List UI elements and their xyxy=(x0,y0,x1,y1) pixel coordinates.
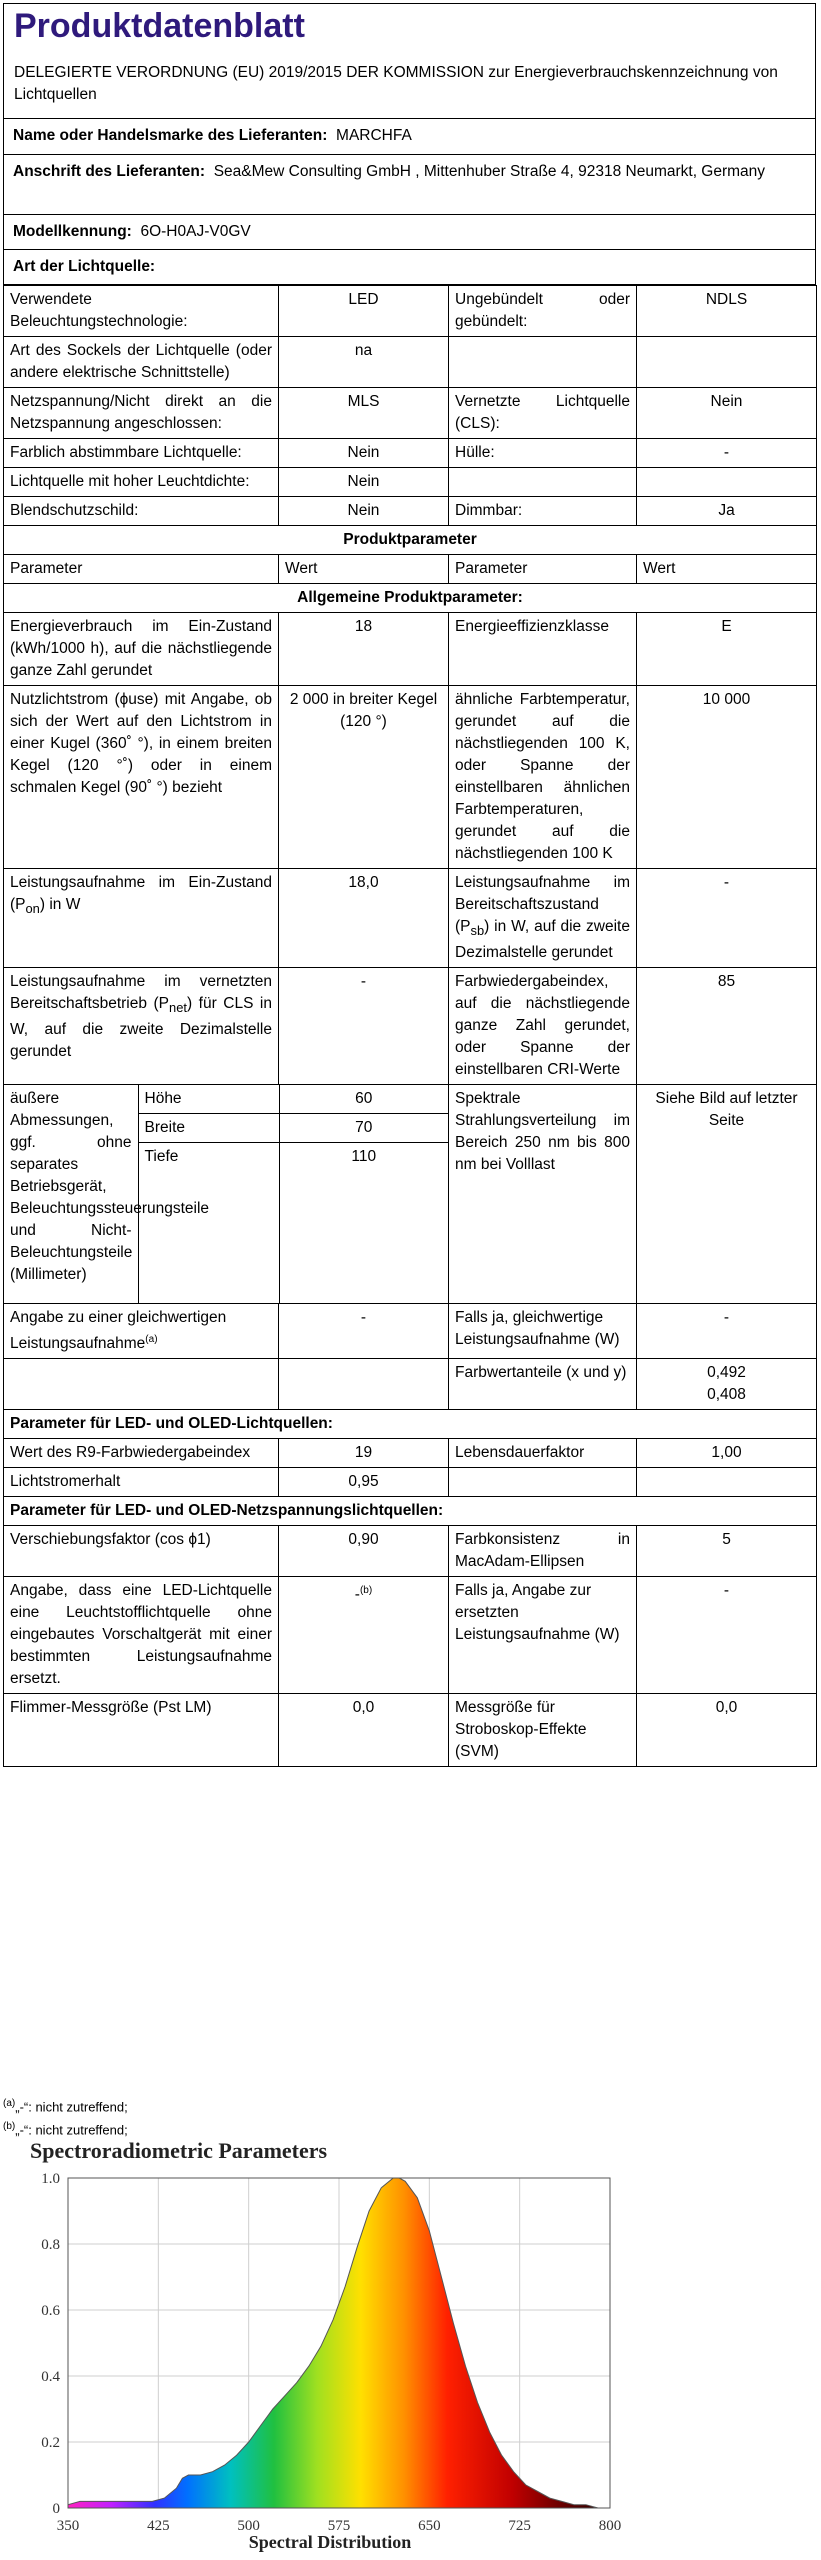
table-row xyxy=(4,286,817,337)
survival-factor-value: 1,00 xyxy=(637,1439,817,1468)
flicker-value: 0,0 xyxy=(279,1694,449,1767)
tunable-value: Nein xyxy=(279,439,449,468)
equivalent-power-text: Angabe zu einer gleichwertigen Leistungsaufnahme xyxy=(10,1309,227,1353)
model-id-row xyxy=(3,215,816,250)
dimensions-label: äußere Abmessungen, ggf. ohne separates Betriebsgerät, Beleuchtungssteuerungsteile und Nicht-Beleuchtungsteile (Millimeter) xyxy=(4,1085,138,1303)
x-tick-label: 650 xyxy=(418,2518,441,2534)
supplier-name-row xyxy=(3,119,816,155)
empty-cell xyxy=(637,468,817,497)
supplier-address-label: Anschrift des Lieferanten: xyxy=(13,163,206,180)
replacement-power-value: - xyxy=(637,1577,817,1694)
empty-cell xyxy=(637,337,817,388)
y-tick-label: 0.4 xyxy=(41,2369,60,2385)
column-header-parameter: Parameter xyxy=(4,555,279,584)
table-row xyxy=(4,869,817,968)
footnote-a-marker: (a) xyxy=(3,2098,16,2109)
light-source-type-label: Art der Lichtquelle: xyxy=(13,258,156,275)
x-tick-label: 500 xyxy=(237,2518,260,2534)
table-row xyxy=(4,1526,817,1577)
spectral-chart xyxy=(10,2134,650,2554)
table-row xyxy=(4,497,817,526)
envelope-label: Hülle: xyxy=(449,439,637,468)
table-row xyxy=(4,1304,817,1359)
cct-value: 10 000 xyxy=(637,686,817,869)
useful-flux-value: 2 000 in breiter Kegel (120 °) xyxy=(279,686,449,869)
replacement-power-label: Falls ja, Angabe zur ersetzten Leistungsaufnahme (W) xyxy=(449,1577,637,1694)
depth-label: Tiefe xyxy=(138,1143,279,1304)
table-row xyxy=(4,1497,817,1526)
cap-type-label: Art des Sockels der Lichtquelle (oder andere elektrische Schnittstelle) xyxy=(4,337,279,388)
chromaticity-label: Farbwertanteile (x und y) xyxy=(449,1359,637,1410)
chart-title: Spectroradiometric Parameters xyxy=(30,2138,328,2163)
anti-glare-value: Nein xyxy=(279,497,449,526)
width-label: Breite xyxy=(138,1114,279,1143)
anti-glare-label: Blendschutzschild: xyxy=(4,497,279,526)
energy-class-value: E xyxy=(637,613,817,686)
replacement-claim-value xyxy=(279,1577,449,1694)
supplier-name-label: Name oder Handelsmarke des Lieferanten: xyxy=(13,127,328,144)
connected-value: Nein xyxy=(637,388,817,439)
displacement-factor-label: Verschiebungsfaktor (cos ϕ1) xyxy=(4,1526,279,1577)
depth-value: 110 xyxy=(351,1148,377,1166)
column-header-parameter: Parameter xyxy=(449,555,637,584)
equivalent-power-label xyxy=(4,1304,279,1359)
page-title: Produktdatenblatt xyxy=(14,7,305,45)
footnote-a xyxy=(3,2094,128,2117)
directional-value: NDLS xyxy=(637,286,817,337)
chromaticity-y: 0,408 xyxy=(707,1386,746,1404)
product-parameters-heading: Produktparameter xyxy=(4,526,817,555)
networked-standby-value: - xyxy=(279,968,449,1085)
header-box xyxy=(3,3,816,119)
cri-value: 85 xyxy=(637,968,817,1085)
connected-label: Vernetzte Lichtquelle (CLS): xyxy=(449,388,637,439)
table-row xyxy=(4,1694,817,1767)
dimensions-table xyxy=(4,1085,448,1303)
dimmable-label: Dimmbar: xyxy=(449,497,637,526)
flicker-label: Flimmer-Messgröße (Pst LM) xyxy=(4,1694,279,1767)
stroboscopic-label: Messgröße für Stroboskop-Effekte (SVM) xyxy=(449,1694,637,1767)
table-row xyxy=(4,439,817,468)
regulation-subtitle: DELEGIERTE VERORDNUNG (EU) 2019/2015 DER KOMMISSION zur Energieverbrauchskennzeichnung von Lichtquellen xyxy=(14,64,778,103)
table-row xyxy=(4,1468,817,1497)
equivalent-power-w-value: - xyxy=(637,1304,817,1359)
equivalent-power-value: - xyxy=(279,1304,449,1359)
chromaticity-x: 0,492 xyxy=(707,1364,746,1382)
height-label: Höhe xyxy=(138,1085,279,1114)
general-parameters-heading: Allgemeine Produktparameter: xyxy=(4,584,817,613)
empty-cell xyxy=(449,468,637,497)
energy-consumption-value: 18 xyxy=(279,613,449,686)
height-value: 60 xyxy=(279,1085,448,1114)
empty-cell xyxy=(449,337,637,388)
datasheet-table xyxy=(3,285,817,1767)
chromaticity-value xyxy=(637,1359,817,1410)
table-row xyxy=(4,555,817,584)
mains-label: Netzspannung/Nicht direkt an die Netzspannung angeschlossen: xyxy=(4,388,279,439)
table-row xyxy=(4,584,817,613)
lighting-technology-label: Verwendete Beleuchtungstechnologie: xyxy=(4,286,279,337)
networked-standby-sub: net xyxy=(169,1000,187,1016)
table-row xyxy=(4,1359,817,1410)
supplier-address-value: Sea&Mew Consulting GmbH , Mittenhuber Straße 4, 92318 Neumarkt, Germany xyxy=(213,163,766,180)
envelope-value: - xyxy=(637,439,817,468)
model-id-label: Modellkennung: xyxy=(13,223,132,240)
on-mode-power-text: Leistungsaufnahme im Ein-Zustand (P xyxy=(10,874,272,913)
lighting-technology-value: LED xyxy=(279,286,449,337)
high-luminance-value: Nein xyxy=(279,468,449,497)
table-row xyxy=(4,686,817,869)
led-parameters-heading: Parameter für LED- und OLED-Lichtquellen: xyxy=(4,1410,817,1439)
cap-type-value: na xyxy=(279,337,449,388)
model-id-value: 6O-H0AJ-V0GV xyxy=(140,223,251,240)
r9-label: Wert des R9-Farbwiedergabeindex xyxy=(4,1439,279,1468)
on-mode-power-text: ) in W xyxy=(39,896,81,913)
cri-label: Farbwiedergabeindex, auf die nächstliegende ganze Zahl gerundet, oder Spanne der einstellbaren CRI-Werte xyxy=(449,968,637,1085)
y-tick-label: 0 xyxy=(52,2501,60,2517)
directional-label: Ungebündelt oder gebündelt: xyxy=(449,286,637,337)
mains-led-parameters-heading: Parameter für LED- und OLED-Netzspannungslichtquellen: xyxy=(4,1497,817,1526)
table-row xyxy=(4,337,817,388)
empty-cell xyxy=(4,1359,279,1410)
networked-standby-text: ) für CLS in W, auf die zweite Dezimalstelle gerundet xyxy=(10,995,272,1061)
useful-flux-label: Nutzlichtstrom (ϕuse) mit Angabe, ob sich der Wert auf den Lichtstrom in einer Kugel (360˚ °), in einem breiten Kegel (120 °˚) oder in einem schmalen Kegel (90˚ °) bezieht xyxy=(4,686,279,869)
spectral-distribution-label: Spektrale Strahlungsverteilung im Bereich 250 nm bis 800 nm bei Volllast xyxy=(449,1085,637,1304)
spectral-distribution-value: Siehe Bild auf letzter Seite xyxy=(637,1085,817,1304)
displacement-factor-value: 0,90 xyxy=(279,1526,449,1577)
replacement-claim-label: Angabe, dass eine LED-Lichtquelle eine Leuchtstofflichtquelle ohne eingebautes Vorschaltgerät mit einer bestimmten Leistungsaufnahme ersetzt. xyxy=(4,1577,279,1694)
supplier-address-row xyxy=(3,155,816,215)
table-row xyxy=(4,613,817,686)
y-tick-label: 0.6 xyxy=(41,2303,60,2319)
macadam-value: 5 xyxy=(637,1526,817,1577)
y-tick-label: 1.0 xyxy=(41,2171,60,2187)
column-header-value: Wert xyxy=(637,555,817,584)
table-row xyxy=(4,526,817,555)
r9-value: 19 xyxy=(279,1439,449,1468)
footnote-a-text: „-“: nicht zutreffend; xyxy=(15,2099,128,2115)
energy-class-label: Energieeffizienzklasse xyxy=(449,613,637,686)
survival-factor-label: Lebensdauerfaktor xyxy=(449,1439,637,1468)
light-source-type-row xyxy=(3,250,816,285)
footnote-a-mark: (a) xyxy=(145,1334,158,1346)
y-tick-label: 0.2 xyxy=(41,2435,60,2451)
standby-power-value: - xyxy=(637,869,817,968)
lumen-maintenance-label: Lichtstromerhalt xyxy=(4,1468,279,1497)
footnote-b-text: „-“: nicht zutreffend; xyxy=(15,2122,128,2138)
column-header-value: Wert xyxy=(279,555,449,584)
standby-power-text: Leistungsaufnahme im Bereitschaftszustand (P xyxy=(455,874,630,935)
standby-power-sub: sb xyxy=(470,923,485,939)
x-tick-label: 350 xyxy=(56,2518,80,2534)
supplier-name-value: MARCHFA xyxy=(336,127,412,144)
y-tick-label: 0.8 xyxy=(41,2237,60,2253)
high-luminance-label: Lichtquelle mit hoher Leuchtdichte: xyxy=(4,468,279,497)
x-tick-label: 425 xyxy=(147,2518,170,2534)
macadam-label: Farbkonsistenz in MacAdam-Ellipsen xyxy=(449,1526,637,1577)
table-row xyxy=(4,1085,817,1304)
table-row xyxy=(4,468,817,497)
dimensions-cell xyxy=(4,1085,449,1304)
standby-power-label xyxy=(449,869,637,968)
on-mode-power-sub: on xyxy=(25,901,40,917)
energy-consumption-label: Energieverbrauch im Ein-Zustand (kWh/1000 h), auf die nächstliegende ganze Zahl gerundet xyxy=(4,613,279,686)
footnote-b-mark: (b) xyxy=(359,1585,373,1597)
table-row xyxy=(4,1577,817,1694)
empty-cell xyxy=(449,1468,637,1497)
on-mode-power-label xyxy=(4,869,279,968)
lumen-maintenance-value: 0,95 xyxy=(279,1468,449,1497)
x-axis-label: Spectral Distribution xyxy=(248,2532,412,2552)
table-row xyxy=(4,1439,817,1468)
x-tick-label: 725 xyxy=(508,2518,531,2534)
dimmable-value: Ja xyxy=(637,497,817,526)
table-row xyxy=(4,968,817,1085)
x-tick-label: 800 xyxy=(598,2518,622,2534)
on-mode-power-value: 18,0 xyxy=(279,869,449,968)
standby-power-text: ) in W, auf die zweite Dezimalstelle gerundet xyxy=(455,918,630,962)
empty-cell xyxy=(637,1468,817,1497)
replacement-claim-dash: - xyxy=(354,1586,360,1604)
networked-standby-label xyxy=(4,968,279,1085)
tunable-label: Farblich abstimmbare Lichtquelle: xyxy=(4,439,279,468)
stroboscopic-value: 0,0 xyxy=(637,1694,817,1767)
empty-cell xyxy=(279,1359,449,1410)
width-value: 70 xyxy=(279,1114,448,1143)
networked-standby-text: Leistungsaufnahme im vernetzten Bereitschaftsbetrieb (P xyxy=(10,973,272,1013)
footnote-b-marker: (b) xyxy=(3,2121,16,2133)
equivalent-power-w-label: Falls ja, gleichwertige Leistungsaufnahme (W) xyxy=(449,1304,637,1359)
mains-value: MLS xyxy=(279,388,449,439)
cct-label: ähnliche Farbtemperatur, gerundet auf die nächstliegenden 100 K, oder Spanne der einstellbaren ähnlichen Farbtemperaturen, gerundet auf die nächstliegenden 100 K xyxy=(449,686,637,869)
table-row xyxy=(4,388,817,439)
x-tick-label: 575 xyxy=(327,2518,351,2534)
table-row xyxy=(4,1410,817,1439)
